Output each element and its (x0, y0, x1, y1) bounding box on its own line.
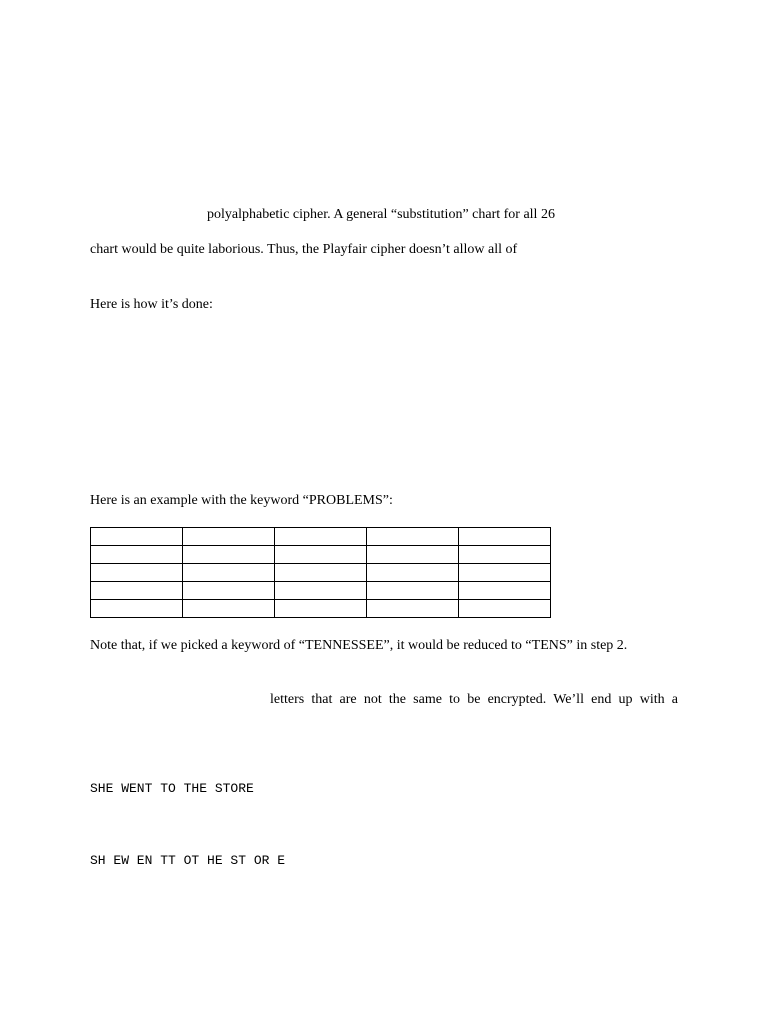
grid-cell (459, 564, 551, 582)
grid-row (91, 564, 551, 582)
example-digraphs: SH EW EN TT OT HE ST OR E (90, 853, 286, 868)
grid-cell (367, 582, 459, 600)
grid-cell (459, 546, 551, 564)
grid-cell (275, 600, 367, 618)
grid-row (91, 582, 551, 600)
grid-row (91, 528, 551, 546)
grid-cell (91, 564, 183, 582)
grid-cell (459, 582, 551, 600)
playfair-grid (90, 527, 551, 618)
paragraph-line: polyalphabetic cipher. A general “substitution” chart for all 26 (207, 207, 555, 222)
grid-cell (183, 546, 275, 564)
grid-cell (91, 546, 183, 564)
grid-cell (275, 546, 367, 564)
grid-cell (459, 600, 551, 618)
grid-cell (275, 582, 367, 600)
grid-row (91, 600, 551, 618)
grid-cell (183, 564, 275, 582)
paragraph-line: chart would be quite laborious. Thus, the Playfair cipher doesn’t allow all of (90, 242, 518, 257)
grid-cell (91, 582, 183, 600)
grid-cell (183, 582, 275, 600)
paragraph-line: letters that are not the same to be encrypted. We’ll end up with a (270, 692, 678, 707)
grid-row (91, 546, 551, 564)
grid-cell (275, 528, 367, 546)
paragraph-line: Here is how it’s done: (90, 297, 213, 312)
grid-cell (91, 528, 183, 546)
grid-cell (367, 600, 459, 618)
grid-cell (275, 564, 367, 582)
grid-cell (367, 564, 459, 582)
grid-cell (367, 528, 459, 546)
grid-cell (91, 600, 183, 618)
paragraph-line: Note that, if we picked a keyword of “TENNESSEE”, it would be reduced to “TENS” in step 2. (90, 638, 628, 653)
grid-cell (183, 528, 275, 546)
grid-cell (183, 600, 275, 618)
example-plaintext: SHE WENT TO THE STORE (90, 781, 254, 796)
grid-cell (459, 528, 551, 546)
paragraph-line: Here is an example with the keyword “PROBLEMS”: (90, 493, 393, 508)
grid-cell (367, 546, 459, 564)
